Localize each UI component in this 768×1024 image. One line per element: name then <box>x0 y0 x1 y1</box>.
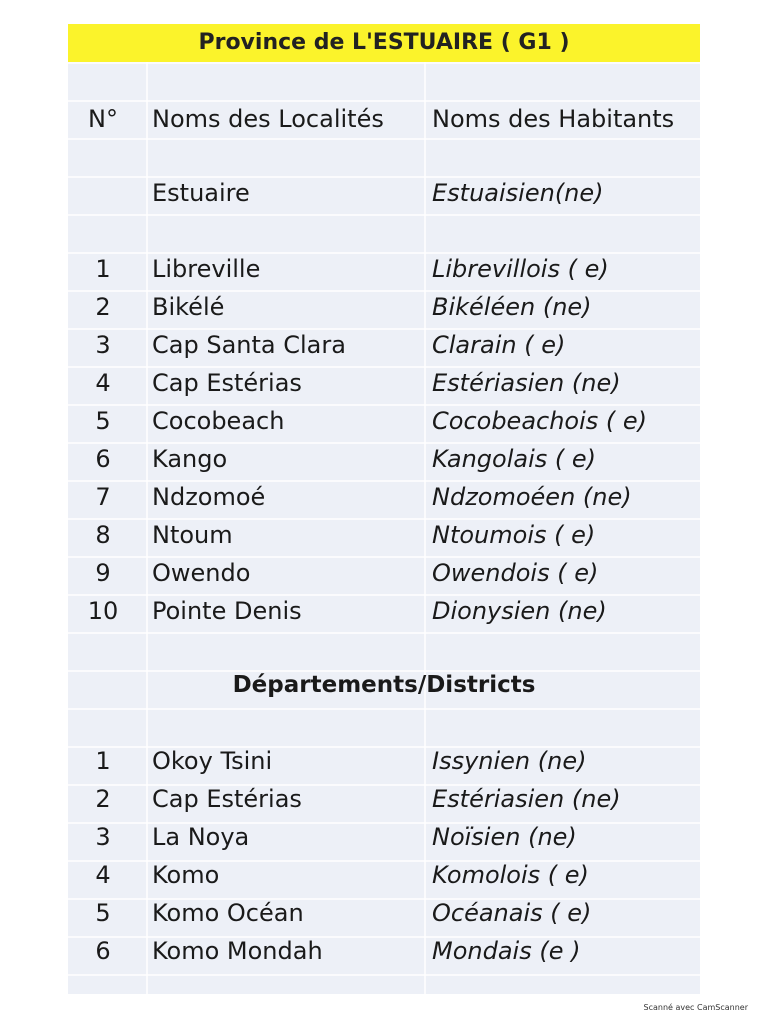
row-number: 3 <box>95 331 111 359</box>
row-localite: Komo Océan <box>152 899 304 927</box>
grid-line <box>68 974 700 976</box>
row-number: 5 <box>95 899 111 927</box>
row-habitant: Kangolais ( e) <box>432 445 597 473</box>
row-habitant: Océanais ( e) <box>432 899 592 927</box>
table-row <box>68 250 700 288</box>
grid-line <box>68 708 700 710</box>
row-habitant: Dionysien (ne) <box>432 597 607 625</box>
row-localite: Bikélé <box>152 293 225 321</box>
grid-line <box>68 214 700 216</box>
row-localite: Cocobeach <box>152 407 285 435</box>
row-habitant: Komolois ( e) <box>432 861 589 889</box>
table-row <box>68 516 700 554</box>
table-row <box>68 894 700 932</box>
table-row <box>68 364 700 402</box>
province-inhabitants: Estuaisien(ne) <box>432 179 604 207</box>
row-localite: Ndzomoé <box>152 483 266 511</box>
grid-line <box>68 62 700 64</box>
row-number: 5 <box>95 407 111 435</box>
row-number: 7 <box>95 483 111 511</box>
header-number: N° <box>88 105 118 133</box>
document-sheet <box>68 24 700 994</box>
row-number: 10 <box>87 597 119 625</box>
row-number: 3 <box>95 823 111 851</box>
table-row <box>68 932 700 970</box>
row-habitant: Ndzomoéen (ne) <box>432 483 632 511</box>
row-habitant: Clarain ( e) <box>432 331 566 359</box>
row-habitant: Mondais (e ) <box>432 937 581 965</box>
grid-line <box>68 632 700 634</box>
table-row <box>68 402 700 440</box>
row-number: 2 <box>95 785 111 813</box>
row-habitant: Issynien (ne) <box>432 747 587 775</box>
row-localite: Pointe Denis <box>152 597 302 625</box>
table-row <box>68 592 700 630</box>
row-localite: Cap Estérias <box>152 785 302 813</box>
row-number: 6 <box>95 937 111 965</box>
page-title: Province de L'ESTUAIRE ( G1 ) <box>68 24 700 62</box>
scanner-footer: Scanné avec CamScanner <box>643 1003 748 1012</box>
row-habitant: Librevillois ( e) <box>432 255 609 283</box>
row-number: 1 <box>95 255 111 283</box>
table-row <box>68 780 700 818</box>
row-localite: Kango <box>152 445 228 473</box>
row-localite: Okoy Tsini <box>152 747 273 775</box>
row-number: 2 <box>95 293 111 321</box>
table-row <box>68 856 700 894</box>
province-name: Estuaire <box>152 179 250 207</box>
row-localite: Libreville <box>152 255 261 283</box>
table-row <box>68 440 700 478</box>
table-row <box>68 818 700 856</box>
table-header <box>68 100 700 138</box>
table-row <box>68 288 700 326</box>
row-habitant: Cocobeachois ( e) <box>432 407 648 435</box>
header-localites: Noms des Localités <box>152 105 384 133</box>
row-habitant: Estériasien (ne) <box>432 785 621 813</box>
row-number: 4 <box>95 369 111 397</box>
row-localite: La Noya <box>152 823 250 851</box>
row-localite: Ntoum <box>152 521 233 549</box>
table-row <box>68 554 700 592</box>
row-habitant: Bikéléen (ne) <box>432 293 592 321</box>
row-number: 9 <box>95 559 111 587</box>
section-title: Départements/Districts <box>232 672 536 698</box>
grid-line <box>68 138 700 140</box>
row-number: 1 <box>95 747 111 775</box>
row-localite: Komo <box>152 861 220 889</box>
table-row <box>68 742 700 780</box>
row-localite: Komo Mondah <box>152 937 323 965</box>
table-row <box>68 478 700 516</box>
row-habitant: Ntoumois ( e) <box>432 521 596 549</box>
table-row <box>68 326 700 364</box>
province-row <box>68 174 700 212</box>
row-localite: Cap Estérias <box>152 369 302 397</box>
row-habitant: Owendois ( e) <box>432 559 599 587</box>
row-number: 8 <box>95 521 111 549</box>
row-habitant: Noïsien (ne) <box>432 823 577 851</box>
row-habitant: Estériasien (ne) <box>432 369 621 397</box>
row-localite: Cap Santa Clara <box>152 331 346 359</box>
header-habitants: Noms des Habitants <box>432 105 675 133</box>
row-localite: Owendo <box>152 559 251 587</box>
row-number: 6 <box>95 445 111 473</box>
row-number: 4 <box>95 861 111 889</box>
